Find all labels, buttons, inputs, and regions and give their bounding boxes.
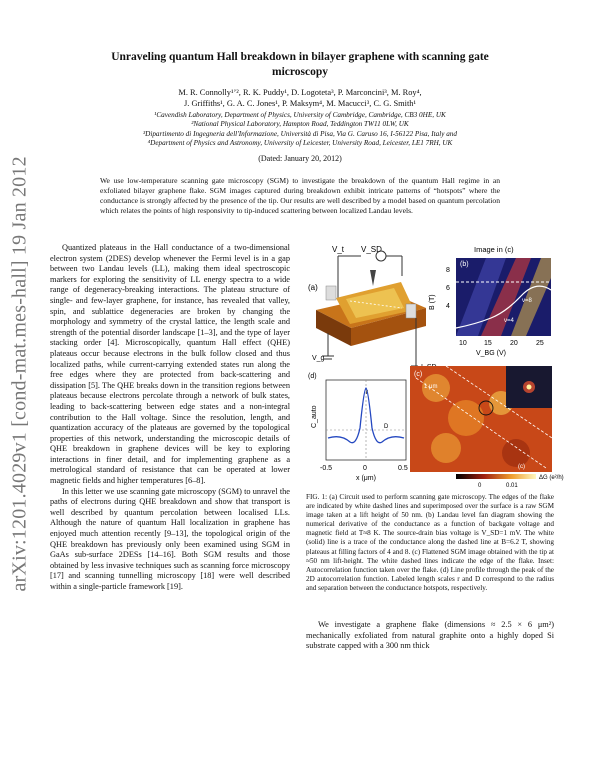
- panel-a-circuit: [308, 245, 437, 371]
- panel-b-fan-diagram: [429, 245, 551, 357]
- vsd-label: V_SD: [361, 245, 382, 254]
- affiliation-1: ¹Cavendish Laboratory, Department of Physics, University of Cambridge, Cambridge, CB3 0HE, UK: [154, 111, 446, 119]
- panel-c-sgm-image: [410, 366, 564, 489]
- b-tick-4: 4: [446, 303, 450, 310]
- panel-c-corner-label: (c): [518, 464, 525, 470]
- affiliation-3: ³Dipartimento di Ingegneria dell'Informazione, Università di Pisa, Via G. Caruso 16, I-56122 Pisa, Italy and: [143, 129, 457, 138]
- scale-title: ΔG (e²/h): [539, 475, 564, 481]
- vt-label: V_t: [332, 245, 345, 254]
- figure-1: [306, 238, 564, 489]
- affiliation-2: ²National Physical Laboratory, Hampton Road, Teddington TW11 0LW, UK: [191, 120, 409, 129]
- vg-label: V_g: [312, 355, 325, 362]
- intro-paragraph-1: Quantized plateaus in the Hall conductance of a two-dimensional electron system (2DES) develop whenever the Fermi level is in a gap between two Landau levels (LL), making them ideal spectroscopic markers for exploring the sensitivity of LL energy spectra to a wide range of degeneracy-breaking interactions. The plateau structure of single- and few-layer graphene, for instance, has revealed that valley, spin, and sublattice degeneracies are broken by changing the morphology and symmetry of the crystal lattice, the length scale and strength of the potential disorder landscape [1–3], and the type of layer stacking order [4]. Microscopically, quantum Hall effect (QHE) plateaus occur because electrons in the bulk follow closed and thus localized paths, while current-carrying extended states run along the free edges where they are protected from back-scattering and dissipation [5]. The QHE breaks down in the transition regions between plateaus because electrons percolate through a network of bulk states, leading to back-scattering between edge states and a non-integral contribution to the Hall voltage. Since the resolution, length, and quantization accuracy of the plateaus are governed by the topological properties of this network, understanding the microscopic details of QHE breakdown in graphene devices will be key to exploring interactions in finer detail, and for implementing graphene as a metrological standard of resistance that can be operated at lower magnetic fields and higher temperatures [6–8].: [50, 243, 290, 486]
- scale-tick-001: 0.01: [506, 483, 518, 489]
- colorbar: [456, 474, 536, 479]
- panel-b-label: (b): [460, 261, 469, 268]
- vbg-tick-25: 25: [536, 340, 544, 347]
- panel-a-label: (a): [308, 283, 318, 292]
- affiliations: [60, 111, 540, 149]
- x-tick-0: 0: [363, 465, 367, 472]
- scale-tick-0: 0: [478, 483, 482, 489]
- b-tick-6: 6: [446, 285, 450, 292]
- intro-paragraph-2: In this letter we use scanning gate microscopy (SGM) to unravel the paths of electrons during QHE breakdown and show that transport is well described by quantum percolation between localised LLs. Although the nature of quantum Hall localization in graphene has enjoyed much attention recently [9–13], the topological origin of the QHE breakdown has previously only been examined using SGM in GaAs sub-surface 2DESs [14–16]. Both SGM results and those obtained by less invasive techniques such as scanning force microscopy [17] and scanning tunnelling microscopy [18] were well described within a single-particle framework [19].: [50, 486, 290, 591]
- author-list: [70, 87, 530, 109]
- vbg-tick-20: 20: [510, 340, 518, 347]
- left-column: [50, 243, 290, 593]
- authors-line-2: J. Griffiths¹, G. A. C. Jones¹, P. Maksym⁴, M. Macucci³, C. G. Smith¹: [184, 99, 416, 108]
- body-paragraph-right: We investigate a graphene flake (dimensions ≈ 2.5 × 6 μm²) mechanically exfoliated from natural graphite onto a highly doped Si substrate capped with a 300 nm thick: [306, 620, 554, 651]
- panel-c-label: (c): [414, 371, 423, 378]
- r-label: r: [366, 390, 368, 396]
- title-line-2: microscopy: [271, 66, 328, 78]
- nu8-label: ν=8: [522, 298, 532, 304]
- vbg-tick-15: 15: [484, 340, 492, 347]
- vbg-tick-10: 10: [459, 340, 467, 347]
- right-column-body: [306, 620, 554, 652]
- date-line: (Dated: January 20, 2012): [258, 154, 342, 163]
- paper-title: [60, 50, 540, 80]
- authors-line-1: M. R. Connolly¹ʼ², R. K. Puddy¹, D. Logoteta³, P. Marconcini³, M. Roy⁴,: [178, 88, 422, 97]
- arxiv-stamp: [0, 156, 31, 600]
- d-label: D: [384, 424, 389, 430]
- panel-d-label: (d): [308, 373, 317, 380]
- figure-1-caption: FIG. 1: (a) Circuit used to perform scanning gate microscopy. The edges of the flake are indicated by white dashed lines and superimposed over the surface is a raw SGM image taken at a lift height of 50 nm. (b) Landau level fan diagram showing the numerical derivative of the conductance as a function of backgate voltage and magnetic field at T≈8 K. The source-drain bias voltage is V_SD=1 mV. The white (solid) line is a trace of the conductance along the dashed line at B=6.2 T, showing plateaus at filling factors of 4 and 8. (c) Flattened SGM image obtained with the tip at ≈50 nm lift-height. The white dashed lines indicate the edge of the flake. Inset: Autocorrelation function taken over the flake. (d) Line profile through the peak of the 2D autocorrelation function. Labeled length scales r and D correspond to the radius and separation between the conductance hotspots, respectively.: [306, 493, 554, 592]
- x-axis-label: x (μm): [356, 475, 376, 482]
- tip-icon: [370, 270, 376, 286]
- arxiv-id: arXiv:1201.4029v1 [cond-mat.mes-hall] 19 Jan 2012: [8, 156, 31, 592]
- one-um-label: 1 μm: [424, 384, 438, 390]
- c-auto-label: C_auto: [311, 405, 318, 428]
- image-in-c-label: Image in (c): [474, 245, 514, 254]
- abstract: We use low-temperature scanning gate microscopy (SGM) to investigate the breakdown of the quantum Hall regime in an exfoliated bilayer graphene flake. SGM images captured during breakdown exhibit intricate patterns of “hotspots” where the conductance is strongly affected by the presence of the tip. Our results are well described by a model based on quantum percolation which relates the points of high responsivity to tip-induced scattering between localized Landau levels.: [100, 176, 500, 215]
- vbg-axis-label: V_BG (V): [476, 350, 506, 357]
- title-line-1: Unraveling quantum Hall breakdown in bilayer graphene with scanning gate: [111, 51, 489, 63]
- panel-d-line-profile: [308, 373, 408, 482]
- b-axis-label: B (T): [429, 294, 436, 310]
- nu4-label: ν=4: [504, 318, 514, 324]
- x-tick-neg: -0.5: [320, 465, 333, 472]
- x-tick-pos: 0.5: [398, 465, 408, 472]
- b-tick-8: 8: [446, 267, 450, 274]
- affiliation-4: ⁴Department of Physics and Astronomy, University of Leicester, University Road, Leicester, LE1 7RH, UK: [147, 139, 453, 148]
